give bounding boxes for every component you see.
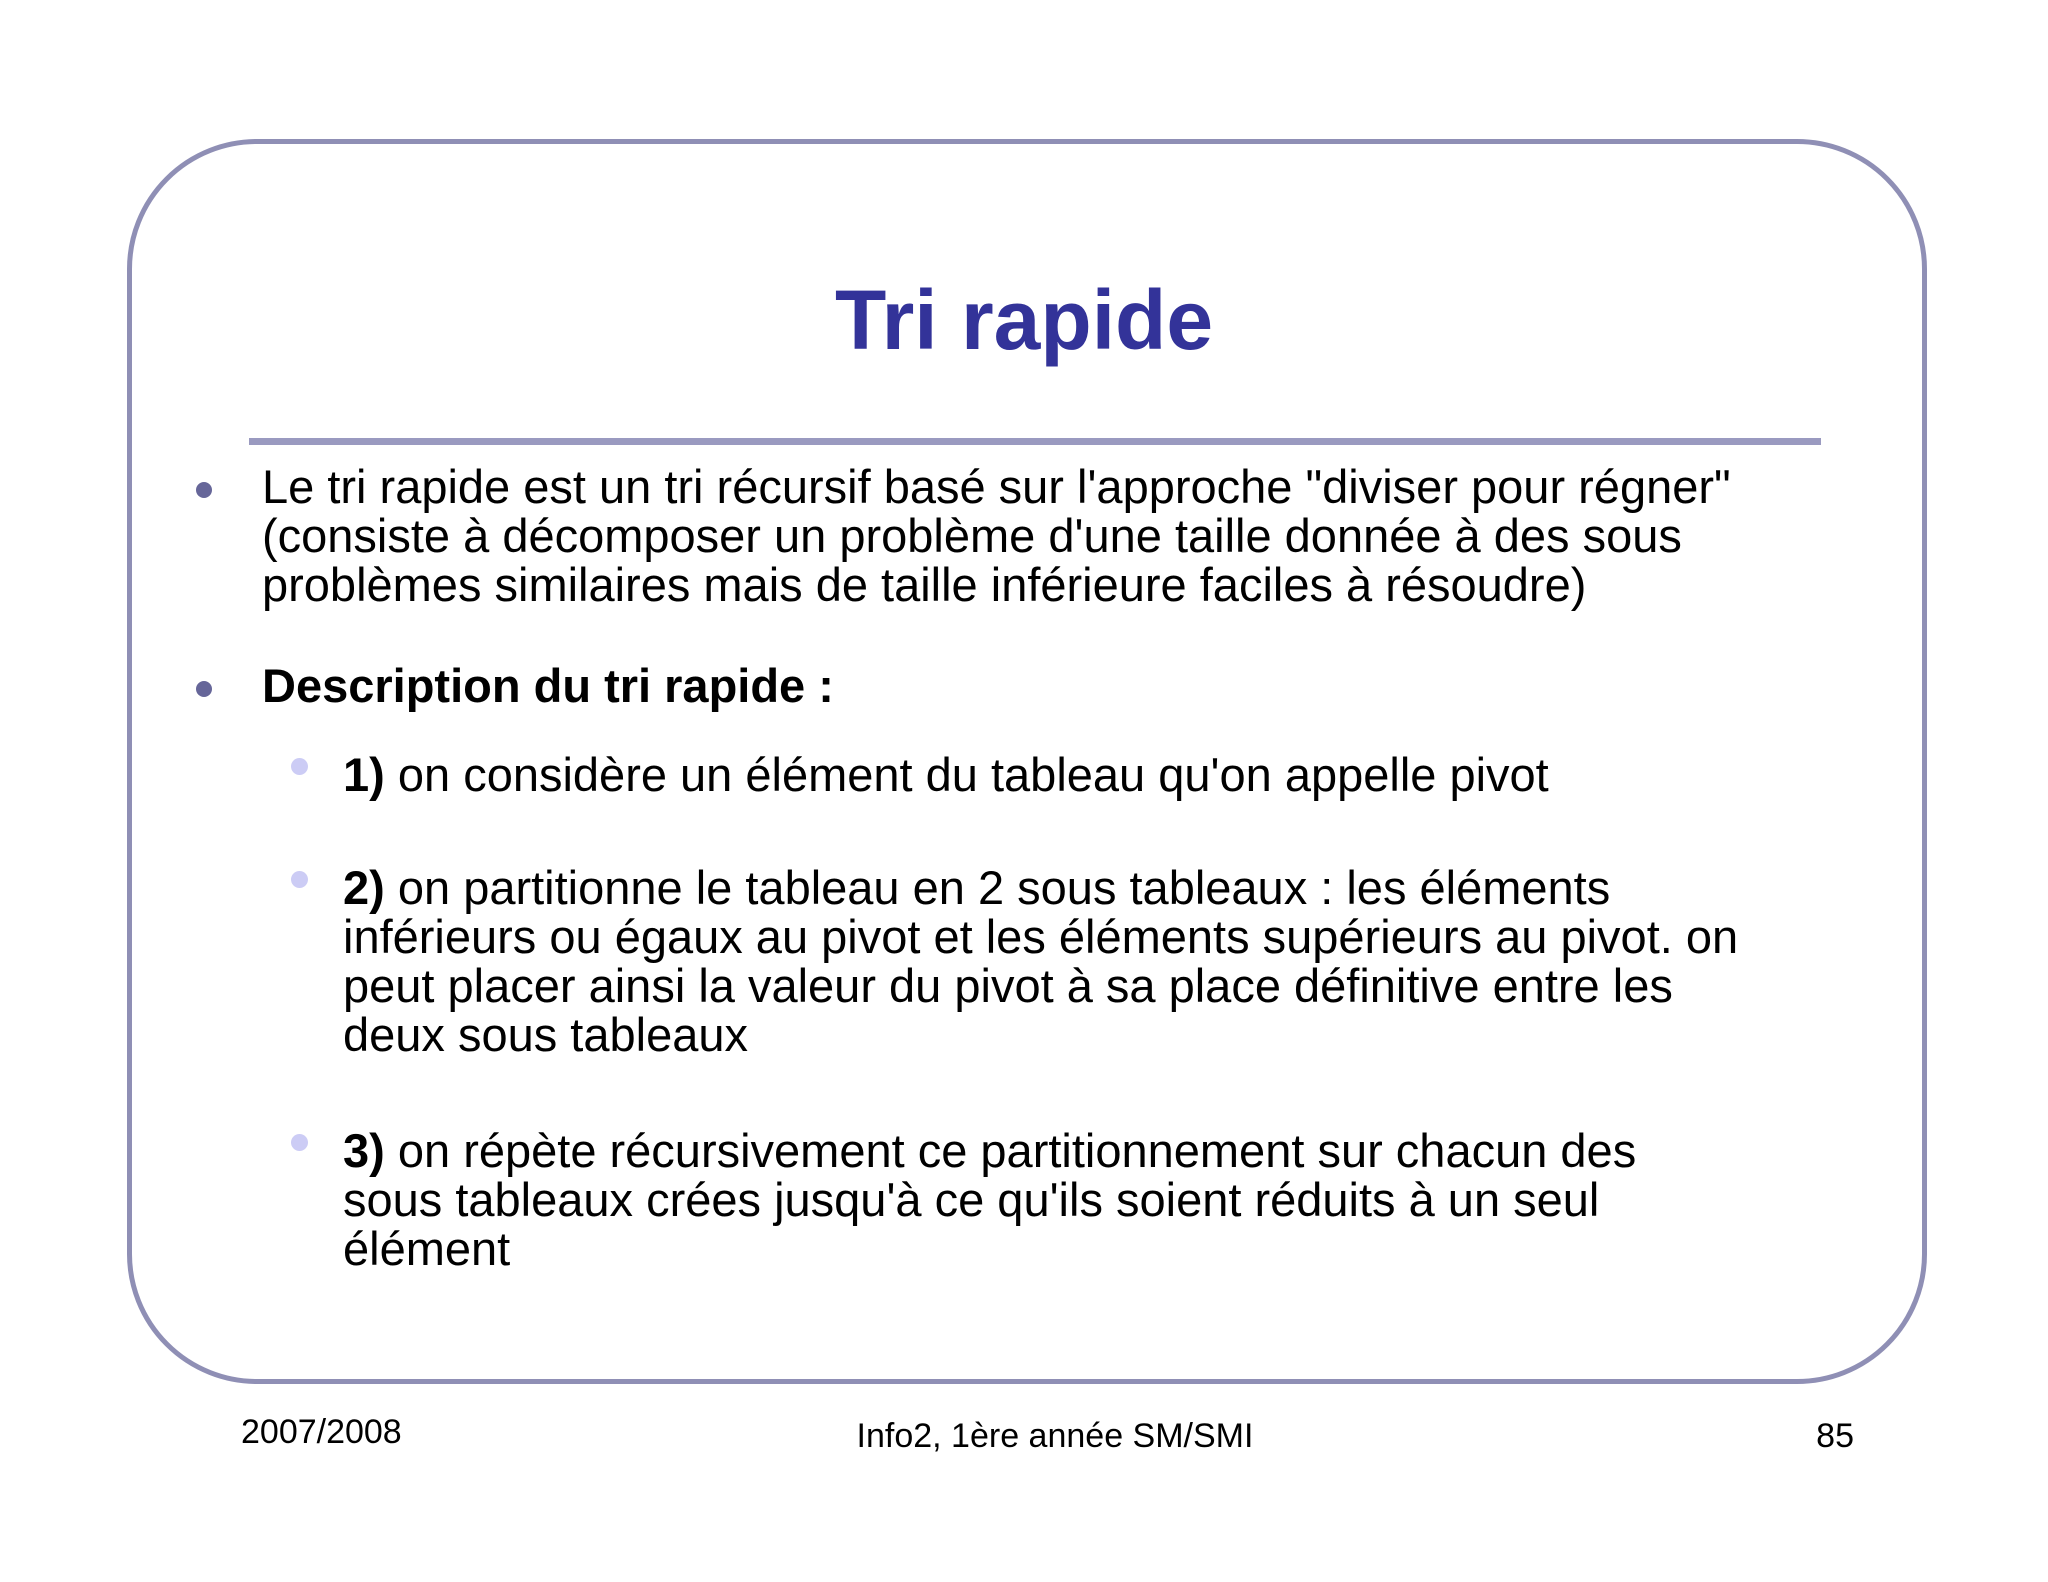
- step-1-line-1: [343, 750, 1549, 799]
- step-2-line-2: inférieurs ou égaux au pivot et les éléments supérieurs au pivot. on: [343, 910, 1739, 963]
- sub-bullet-dot-icon: [291, 871, 308, 888]
- step-3-line-1: [343, 1126, 1636, 1175]
- title-underline: [249, 438, 1821, 445]
- step-2-number: 2): [343, 861, 385, 914]
- bullet-intro-line-2: (consiste à décomposer un problème d'une taille donnée à des sous: [262, 509, 1682, 562]
- step-2-line-1: [343, 863, 1738, 912]
- step-3-number: 3): [343, 1124, 385, 1177]
- bullet-dot-icon: [196, 681, 212, 697]
- step-2-text: [343, 863, 1738, 1059]
- step-3-line-2: sous tableaux crées jusqu'à ce qu'ils soient réduits à un seul: [343, 1173, 1600, 1226]
- bullet-intro-line-3: problèmes similaires mais de taille inférieure faciles à résoudre): [262, 558, 1587, 611]
- footer-page-number: 85: [1816, 1417, 1854, 1455]
- bullet-dot-icon: [196, 482, 212, 498]
- step-3-text: [343, 1126, 1636, 1273]
- step-1-text: [343, 750, 1549, 799]
- footer-date: 2007/2008: [241, 1413, 402, 1451]
- sub-bullet-dot-icon: [291, 1134, 308, 1151]
- bullet-description-heading: [262, 661, 834, 710]
- step-2-line-1-text: on partitionne le tableau en 2 sous tableaux : les éléments: [384, 861, 1611, 914]
- sub-bullet-dot-icon: [291, 758, 308, 775]
- step-1-number: 1): [343, 748, 385, 801]
- description-label: Description du tri rapide :: [262, 659, 834, 712]
- step-3-line-1-text: on répète récursivement ce partitionnement sur chacun des: [384, 1124, 1637, 1177]
- step-2-line-3: peut placer ainsi la valeur du pivot à sa place définitive entre les: [343, 959, 1673, 1012]
- step-2-line-4: deux sous tableaux: [343, 1008, 749, 1061]
- bullet-intro-line-1: Le tri rapide est un tri récursif basé sur l'approche "diviser pour régner": [262, 460, 1731, 513]
- slide-title: Tri rapide: [834, 273, 1214, 367]
- footer-course: Info2, 1ère année SM/SMI: [856, 1417, 1254, 1455]
- step-1-line-1-text: on considère un élément du tableau qu'on appelle pivot: [384, 748, 1549, 801]
- bullet-intro-text: [262, 462, 1731, 609]
- step-3-line-3: élément: [343, 1222, 511, 1275]
